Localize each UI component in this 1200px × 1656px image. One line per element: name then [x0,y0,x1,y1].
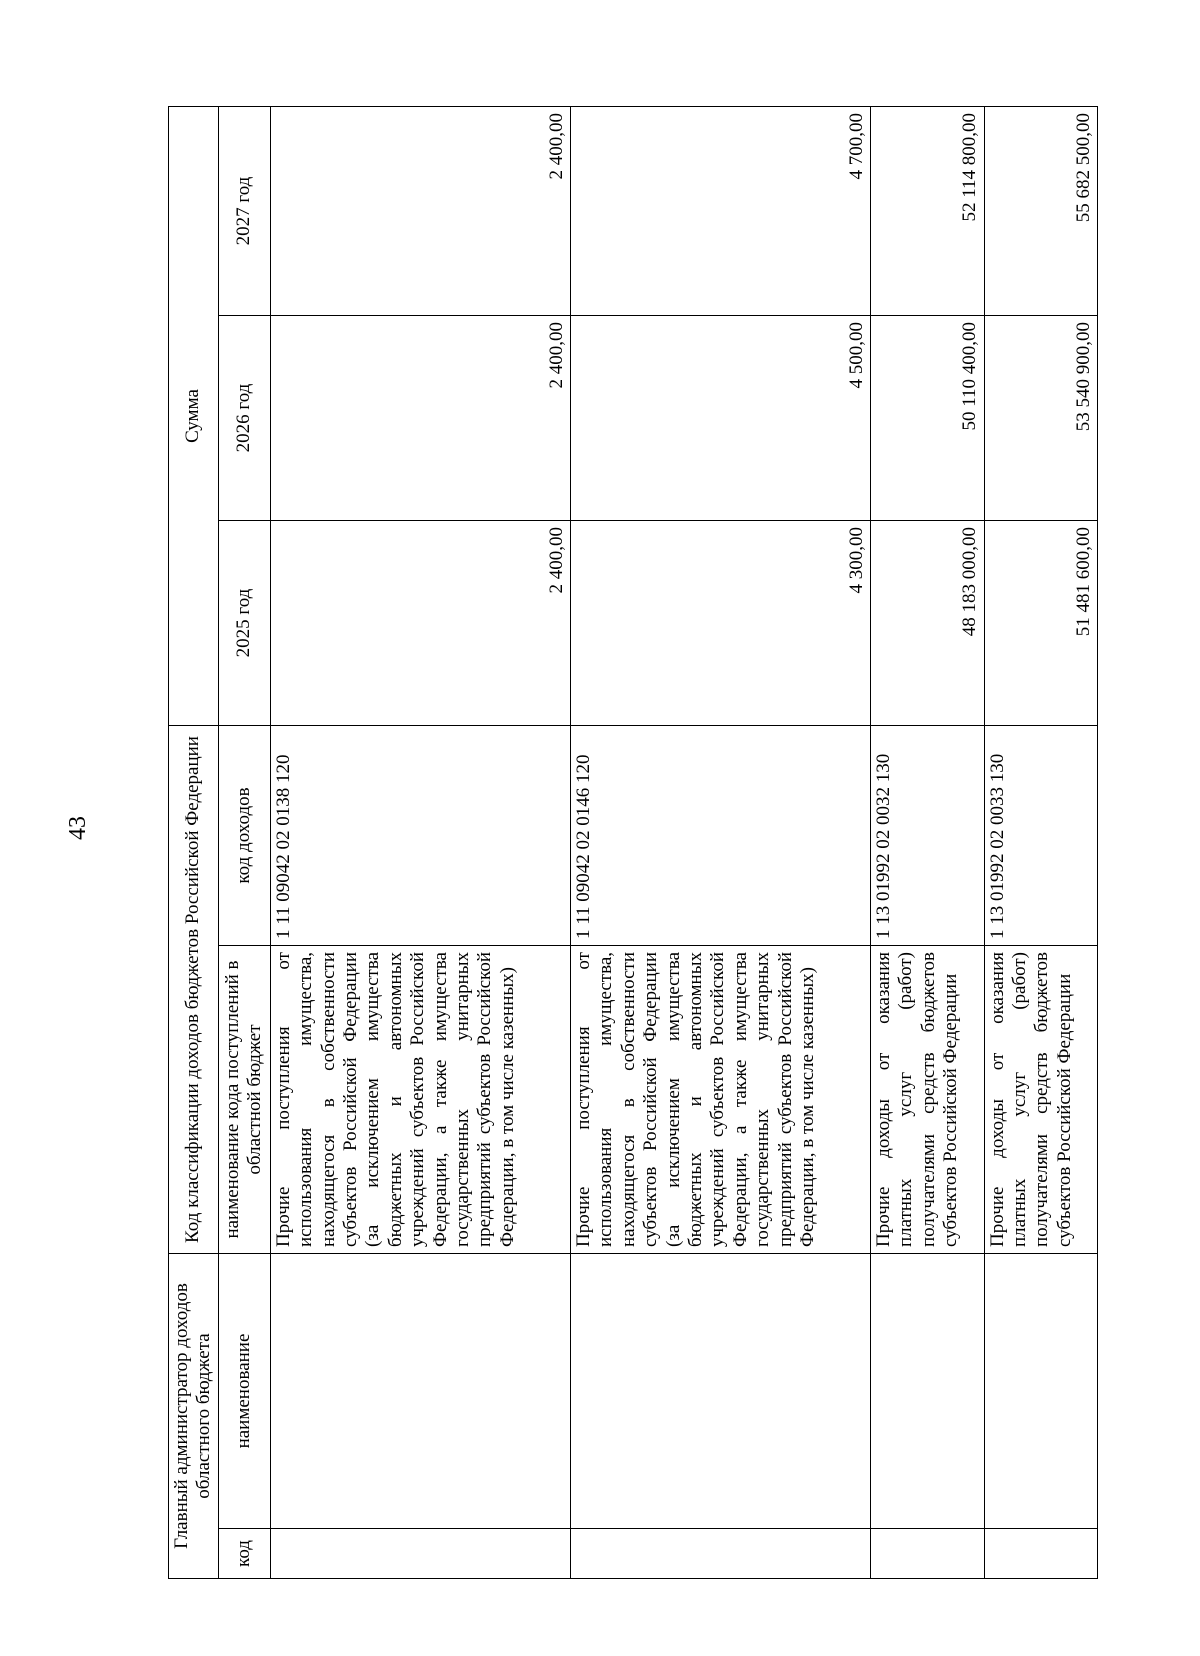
sum-2025-cell: 48 183 000,00 [871,521,984,726]
admin-code-cell [871,1529,984,1579]
header-classification-group: Код классификации доходов бюджетов Российской Федерации [169,726,219,1254]
header-income-name: наименование кода поступлений в областной бюджет [218,946,270,1254]
income-code-cell: 1 13 01992 02 0033 130 [984,726,1097,946]
table-row [270,106,570,1578]
budget-income-table [168,106,1098,1579]
sum-2027-cell: 4 700,00 [570,106,870,315]
header-income-code: код доходов [218,726,270,946]
header-admin-group: Главный администратор доходов областного бюджета [169,1254,219,1579]
admin-name-cell [984,1254,1097,1529]
table-row [984,106,1097,1578]
sum-2027-cell: 55 682 500,00 [984,106,1097,315]
sum-2025-cell: 51 481 600,00 [984,521,1097,726]
page-number: 43 [65,816,91,840]
sum-2026-cell: 2 400,00 [270,316,570,521]
income-name-cell: Прочие поступления от использования имущества, находящегося в собственности субъектов Российской Федерации (за исключением имущества бюджетных и автономных учреждений субъектов Российской Федерации, а также имущества государственных унитарных предприятий субъектов Российской Федерации, в том числе казенных) [270,946,570,1254]
admin-code-cell [570,1529,870,1579]
income-name-cell: Прочие доходы от оказания платных услуг (работ) получателями средств бюджетов субъектов Российской Федерации [984,946,1097,1254]
income-name-cell: Прочие доходы от оказания платных услуг (работ) получателями средств бюджетов субъектов Российской Федерации [871,946,984,1254]
header-admin-name: наименование [218,1254,270,1529]
header-year-2025: 2025 год [218,521,270,726]
header-sum-group: Сумма [169,106,219,725]
sum-2027-cell: 52 114 800,00 [871,106,984,315]
sum-2026-cell: 50 110 400,00 [871,316,984,521]
table-row [871,106,984,1578]
income-name-cell: Прочие поступления от использования имущества, находящегося в собственности субъектов Российской Федерации (за исключением имущества бюджетных и автономных учреждений субъектов Российской Федерации, а также имущества государственных унитарных предприятий субъектов Российской Федерации, в том числе казенных) [570,946,870,1254]
admin-name-cell [570,1254,870,1529]
header-year-2026: 2026 год [218,316,270,521]
table-row [570,106,870,1578]
admin-name-cell [871,1254,984,1529]
sum-2025-cell: 2 400,00 [270,521,570,726]
sum-2025-cell: 4 300,00 [570,521,870,726]
income-code-cell: 1 13 01992 02 0032 130 [871,726,984,946]
header-year-2027: 2027 год [218,106,270,315]
admin-name-cell [270,1254,570,1529]
sum-2026-cell: 4 500,00 [570,316,870,521]
admin-code-cell [984,1529,1097,1579]
sum-2027-cell: 2 400,00 [270,106,570,315]
sum-2026-cell: 53 540 900,00 [984,316,1097,521]
income-code-cell: 1 11 09042 02 0138 120 [270,726,570,946]
admin-code-cell [270,1529,570,1579]
header-admin-code: код [218,1529,270,1579]
income-code-cell: 1 11 09042 02 0146 120 [570,726,870,946]
rotated-table-container [168,107,1098,1579]
